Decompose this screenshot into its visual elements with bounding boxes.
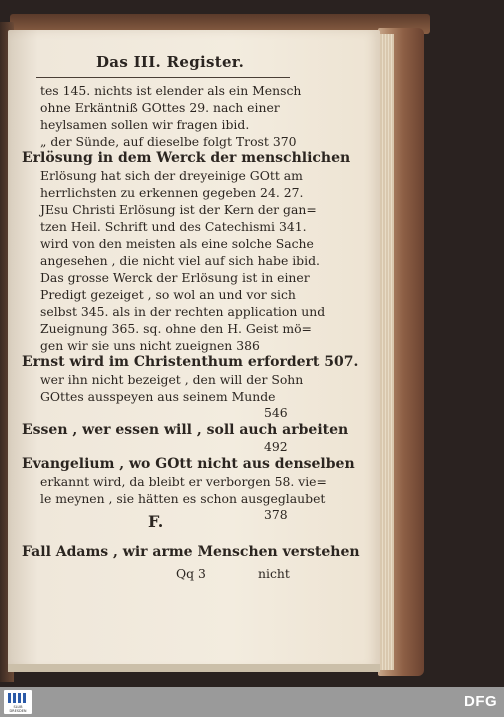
text-line: JEsu Christi Erlösung ist der Kern der gan= bbox=[40, 202, 317, 217]
catchword: nicht bbox=[258, 566, 290, 581]
text-line: heylsamen sollen wir fragen ibid. bbox=[40, 117, 250, 132]
page-header: Das III. Register. bbox=[96, 53, 245, 71]
header-rule bbox=[36, 77, 290, 78]
index-entry: Essen , wer essen will , soll auch arbeiten bbox=[22, 422, 349, 438]
index-entry: Erlösung in dem Werck der menschlichen bbox=[22, 150, 351, 166]
text-line: Zueignung 365. sq. ohne den H. Geist mö= bbox=[40, 321, 312, 336]
index-entry: Fall Adams , wir arme Menschen verstehen bbox=[22, 544, 360, 560]
text-line: herrlichsten zu erkennen gegeben 24. 27. bbox=[40, 185, 304, 200]
text-line: tes 145. nichts ist elender als ein Mensch bbox=[40, 83, 302, 98]
text-line: le meynen , sie hätten es schon ausgeglaubet bbox=[40, 491, 326, 506]
index-entry: Evangelium , wo GOtt nicht aus denselben bbox=[22, 456, 355, 472]
slub-logo-icon bbox=[8, 693, 28, 703]
page-ref: 492 bbox=[264, 439, 288, 454]
text-line: wird von den meisten als eine solche Sache bbox=[40, 236, 314, 251]
page-ref: 378 bbox=[264, 507, 288, 522]
text-line: tzen Heil. Schrift und des Catechismi 341. bbox=[40, 219, 307, 234]
dfg-logo[interactable]: DFG bbox=[464, 693, 498, 710]
page-bottom-edge bbox=[8, 664, 380, 672]
viewer-footer bbox=[0, 687, 504, 717]
slub-logo-text: SLUB DRESDEN bbox=[9, 705, 27, 713]
text-line: Erlösung hat sich der dreyeinige GOtt am bbox=[40, 168, 303, 183]
section-letter: F. bbox=[148, 512, 164, 531]
page-ref: 546 bbox=[264, 405, 288, 420]
text-line: angesehen , die nicht viel auf sich habe ibid. bbox=[40, 253, 320, 268]
text-line: wer ihn nicht bezeiget , den will der Sohn bbox=[40, 372, 304, 387]
text-line: selbst 345. als in der rechten application und bbox=[40, 304, 326, 319]
index-entry: Ernst wird im Christenthum erfordert 507. bbox=[22, 354, 359, 370]
text-line: erkannt wird, da bleibt er verborgen 58. vie= bbox=[40, 474, 327, 489]
text-line: „ der Sünde, auf dieselbe folgt Trost 370 bbox=[40, 134, 297, 149]
signature-mark: Qq 3 bbox=[176, 566, 206, 581]
text-line: Das grosse Werck der Erlösung ist in einer bbox=[40, 270, 310, 285]
text-line: Predigt gezeiget , so wol an und vor sich bbox=[40, 287, 296, 302]
text-line: GOttes ausspeyen aus seinem Munde bbox=[40, 389, 276, 404]
text-line: gen wir sie uns nicht zueignen 386 bbox=[40, 338, 260, 353]
text-line: ohne Erkäntniß GOttes 29. nach einer bbox=[40, 100, 280, 115]
